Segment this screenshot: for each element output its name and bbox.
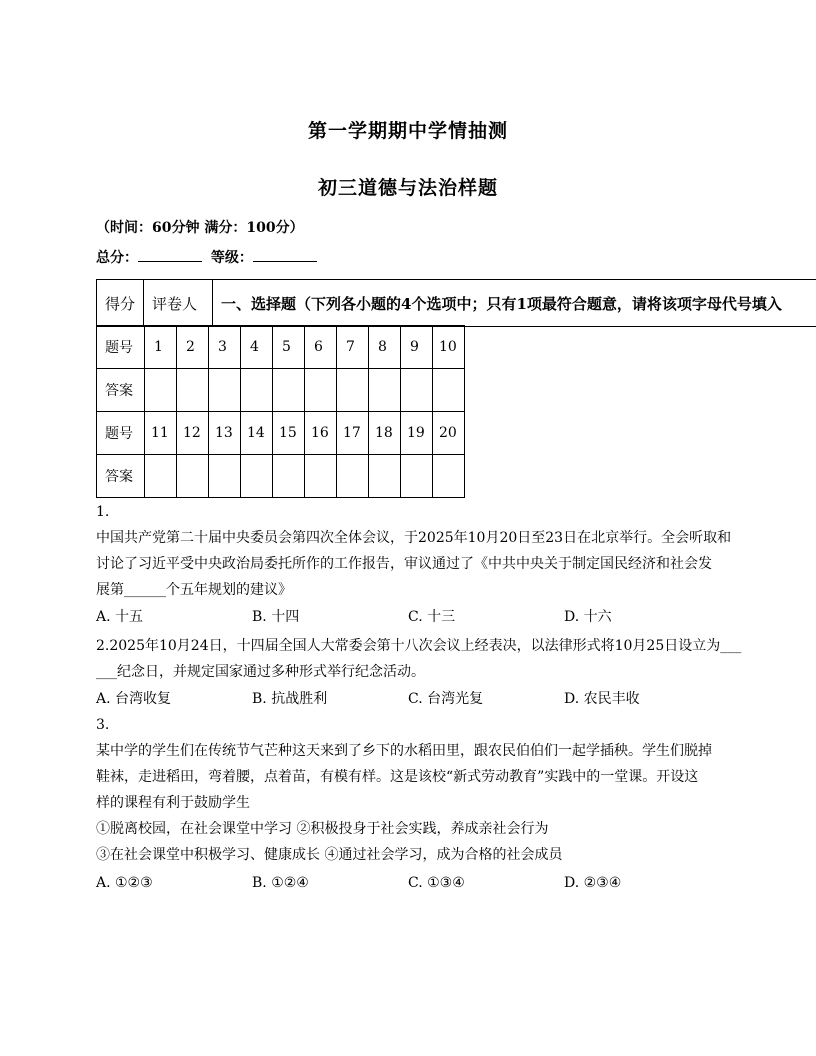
- answer-cell: [337, 369, 369, 412]
- answer-cell: [145, 369, 177, 412]
- question-3: [96, 712, 712, 868]
- question-text-line: 展第______个五年规划的建议》: [96, 582, 292, 598]
- question-number: 15: [273, 412, 305, 455]
- option-c: C. 十三: [408, 609, 456, 625]
- answer-cell: [401, 369, 433, 412]
- question-number: 12: [177, 412, 209, 455]
- option-d: D. 农民丰收: [564, 691, 640, 707]
- question-number: 14: [241, 412, 273, 455]
- answer-cell: [241, 455, 273, 498]
- question-number: 13: [209, 412, 241, 455]
- answer-cell: [433, 455, 465, 498]
- answer-cell: [273, 369, 305, 412]
- answer-grid: [96, 325, 465, 498]
- score-header-table: [96, 279, 816, 327]
- question-number-row: [97, 412, 465, 455]
- question-number: 18: [369, 412, 401, 455]
- question-number: 1.: [96, 504, 110, 520]
- question-1: [96, 499, 731, 603]
- question-number: 11: [145, 412, 177, 455]
- answer-row: [97, 455, 465, 498]
- option-a: A. 台湾收复: [96, 691, 172, 707]
- option-a: A. 十五: [96, 609, 144, 625]
- question-number: 5: [273, 326, 305, 369]
- section-title: 一、选择题（下列各小题的4个选项中；只有1项最符合题意，请将该项字母代号填入: [221, 294, 782, 313]
- exam-title: 第一学期期中学情抽测: [307, 120, 508, 142]
- option-c: C. 台湾光复: [408, 691, 484, 707]
- question-text-line: 鞋袜，走进稻田，弯着腰，点着苗，有模有样。这是该校“新式劳动教育”实践中的一堂课。开设这: [96, 769, 699, 785]
- question-number: 16: [305, 412, 337, 455]
- option-a: A. ①②③: [96, 875, 153, 891]
- answer-cell: [369, 369, 401, 412]
- answer-row: [97, 369, 465, 412]
- question-number-row: [97, 326, 465, 369]
- grade-blank: [253, 247, 317, 262]
- option-d: D. ②③④: [564, 875, 622, 891]
- answer-cell: [433, 369, 465, 412]
- question-2: [96, 633, 741, 685]
- question-text-line: ③在社会课堂中积极学习、健康成长 ④通过社会学习，成为合格的社会成员: [96, 847, 563, 863]
- question-text-line: 讨论了习近平受中央政治局委托所作的工作报告，审议通过了《中共中央关于制定国民经济和社会发: [96, 556, 712, 572]
- option-b: B. 抗战胜利: [252, 691, 328, 707]
- answer-cell: [273, 455, 305, 498]
- row-label: 答案: [97, 369, 145, 412]
- question-number: 1: [145, 326, 177, 369]
- question-text-line: 中国共产党第二十届中央委员会第四次全体会议，于2025年10月20日至23日在北京举行。全会听取和: [96, 530, 732, 546]
- row-label: 题号: [97, 412, 145, 455]
- question-number: 10: [433, 326, 465, 369]
- option-b: B. ①②④: [252, 875, 309, 891]
- grade-label: 等级：: [210, 250, 253, 266]
- answer-cell: [177, 369, 209, 412]
- total-score-label: 总分：: [96, 250, 138, 266]
- question-text-line: ___纪念日，并规定国家通过多种形式举行纪念活动。: [96, 664, 425, 680]
- question-number: 6: [305, 326, 337, 369]
- option-d: D. 十六: [564, 609, 612, 625]
- question-text-line: 2.2025年10月24日，十四届全国人大常委会第十八次会议上经表决，以法律形式将10月25日设立为___: [96, 638, 742, 654]
- row-label: 答案: [97, 455, 145, 498]
- question-text-line: 某中学的学生们在传统节气芒种这天来到了乡下的水稻田里，跟农民伯伯们一起学插秧。学生们脱掉: [96, 743, 712, 759]
- question-text-line: 样的课程有利于鼓励学生: [96, 795, 250, 811]
- question-number: 17: [337, 412, 369, 455]
- question-number: 3: [209, 326, 241, 369]
- answer-cell: [337, 455, 369, 498]
- question-number: 7: [337, 326, 369, 369]
- answer-cell: [209, 369, 241, 412]
- option-c: C. ①③④: [408, 875, 465, 891]
- question-text-line: ①脱离校园，在社会课堂中学习 ②积极投身于社会实践，养成亲社会行为: [96, 821, 549, 837]
- question-number: 19: [401, 412, 433, 455]
- question-number: 4: [241, 326, 273, 369]
- grader-cell-label: 评卷人: [144, 280, 213, 326]
- option-b: B. 十四: [252, 609, 300, 625]
- row-label: 题号: [97, 326, 145, 369]
- question-number: 2: [177, 326, 209, 369]
- score-grade-line: [96, 247, 317, 267]
- question-1-options: [96, 606, 716, 632]
- question-number: 20: [433, 412, 465, 455]
- answer-cell: [177, 455, 209, 498]
- question-number: 3.: [96, 717, 110, 733]
- total-score-blank: [138, 247, 202, 262]
- answer-cell: [401, 455, 433, 498]
- answer-cell: [305, 369, 337, 412]
- question-3-options: [96, 875, 716, 901]
- answer-cell: [145, 455, 177, 498]
- question-number: 9: [401, 326, 433, 369]
- score-cell-label: 得分: [97, 280, 144, 326]
- question-2-options: [96, 688, 716, 714]
- answer-cell: [369, 455, 401, 498]
- time-info: （时间：60分钟 满分：100分）: [96, 220, 304, 236]
- exam-subtitle: 初三道德与法治样题: [317, 177, 498, 199]
- answer-cell: [241, 369, 273, 412]
- question-number: 8: [369, 326, 401, 369]
- answer-cell: [305, 455, 337, 498]
- answer-cell: [209, 455, 241, 498]
